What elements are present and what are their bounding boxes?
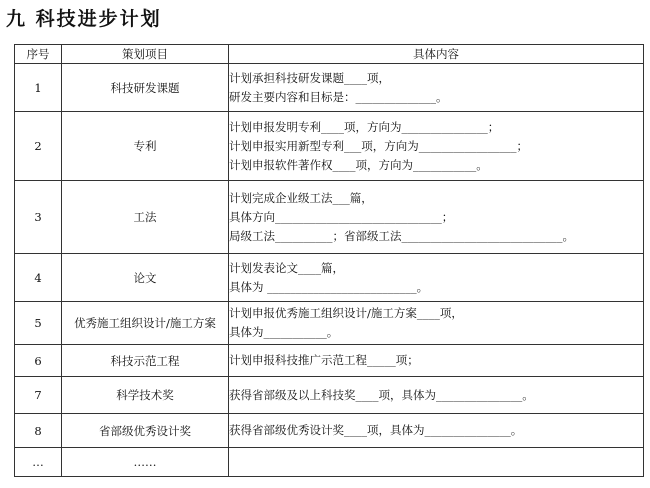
row-item: …… [62, 448, 229, 477]
section-title: 九 科技进步计划 [6, 8, 162, 30]
row-item: 科技研发课题 [62, 64, 229, 112]
table-row [15, 448, 644, 477]
content-line: 具体为 __________________________。 [229, 279, 429, 294]
row-item: 专利 [62, 112, 229, 181]
content-line: 计划申报实用新型专利___项，方向为_________________； [229, 138, 528, 153]
content-line: 研发主要内容和目标是：______________。 [229, 89, 448, 104]
row-item: 工法 [62, 181, 229, 254]
content-line: 计划发表论文____篇， [229, 260, 344, 275]
table-row [15, 181, 644, 254]
row-item: 省部级优秀设计奖 [62, 414, 229, 448]
content-line: 获得省部级及以上科技奖____项，具体为_______________。 [229, 387, 534, 402]
row-number: 5 [15, 302, 62, 345]
content-line: 获得省部级优秀设计奖____项，具体为_______________。 [229, 423, 523, 437]
content-line: 计划申报科技推广示范工程_____项； [229, 353, 419, 367]
row-content [229, 448, 644, 477]
table-row [15, 377, 644, 414]
content-line: 局级工法__________；省部级工法____________________________。 [229, 228, 574, 243]
row-content [229, 377, 644, 414]
row-number: 7 [15, 377, 62, 414]
row-content [229, 414, 644, 448]
table-row [15, 64, 644, 112]
row-content [229, 345, 644, 377]
row-number: 2 [15, 112, 62, 181]
content-line: 具体为___________。 [229, 325, 339, 339]
table-header-row [15, 45, 644, 64]
content-line: 计划申报优秀施工组织设计/施工方案____项， [229, 306, 463, 320]
row-number: 3 [15, 181, 62, 254]
row-number: … [15, 448, 62, 477]
header-index: 序号 [15, 45, 62, 64]
table-row [15, 254, 644, 302]
header-item: 策划项目 [62, 45, 229, 64]
row-content [229, 64, 644, 112]
table-row [15, 302, 644, 345]
table-row [15, 112, 644, 181]
plan-table [14, 44, 644, 477]
row-item: 优秀施工组织设计/施工方案 [62, 302, 229, 345]
content-line: 具体方向_____________________________； [229, 209, 454, 224]
row-number: 4 [15, 254, 62, 302]
row-number: 6 [15, 345, 62, 377]
content-line: 计划完成企业级工法___篇， [229, 190, 373, 205]
content-line: 计划申报软件著作权____项，方向为___________。 [229, 157, 488, 172]
row-content [229, 254, 644, 302]
row-number: 1 [15, 64, 62, 112]
content-line: 计划申报发明专利____项，方向为_______________； [229, 119, 500, 134]
table-row [15, 414, 644, 448]
content-line: 计划承担科技研发课题____项， [229, 70, 390, 85]
row-content [229, 112, 644, 181]
row-item: 论文 [62, 254, 229, 302]
row-content [229, 181, 644, 254]
header-content: 具体内容 [229, 45, 644, 64]
table-row [15, 345, 644, 377]
row-item: 科学技术奖 [62, 377, 229, 414]
row-number: 8 [15, 414, 62, 448]
row-content [229, 302, 644, 345]
row-item: 科技示范工程 [62, 345, 229, 377]
